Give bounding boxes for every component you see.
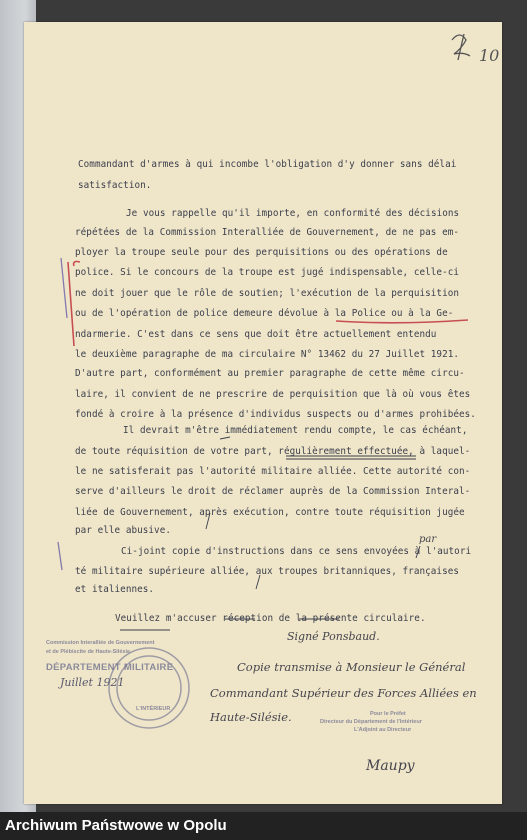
ink-underlines <box>120 437 420 630</box>
round-stamp-text: L'INTÉRIEUR <box>136 706 171 712</box>
commission-stamp-line: Commission Interalliée de Gouvernement <box>46 640 155 646</box>
text-line: liée de Gouvernement, après exécution, contre toute réquisition jugée <box>75 507 465 518</box>
text-line: laire, il convient de ne prescrire de perquisition que là où vous êtes <box>75 389 471 400</box>
text-line: satisfaction. <box>78 180 152 191</box>
footer-bar <box>0 812 527 840</box>
text-line: police. Si le concours de la troupe est jugé indispensable, celle-ci <box>75 267 460 278</box>
text-line: Ci-joint copie d'instructions dans ce sens envoyées à l'autori <box>121 546 472 557</box>
interlinear-correction: par <box>419 534 437 545</box>
page-number: 10 <box>479 46 500 65</box>
red-pencil-marks <box>68 262 468 347</box>
stamp-date: Juillet 1921 <box>60 676 125 689</box>
text-line: répétées de la Commission Interalliée de Gouvernement, de ne pas em- <box>75 227 460 238</box>
annotation-marks <box>24 22 502 804</box>
text-line: et italiennes. <box>75 584 155 595</box>
text-line: D'autre part, conformément au premier paragraphe de cette même circu- <box>75 368 465 379</box>
prefect-stamp-line: L'Adjoint au Directeur <box>354 727 412 733</box>
text-line: ne doit jouer que le rôle de soutien; l'exécution de la perquisition <box>75 288 460 299</box>
text-line: de toute réquisition de votre part, régulièrement effectuée, à laquel- <box>75 446 471 457</box>
copy-note-line: Haute-Silésie. <box>210 710 292 724</box>
copy-note-line: Copie transmise à Monsieur le Général <box>237 660 466 674</box>
text-line: serve d'ailleurs le droit de réclamer auprès de la Commission Interal- <box>75 486 471 497</box>
text-line: Veuillez m'accuser réception de la présente circulaire. <box>115 613 426 624</box>
text-line: ndarmerie. C'est dans ce sens que doit être actuellement entendu <box>75 329 437 340</box>
department-stamp: DÉPARTEMENT MILITAIRE <box>46 662 174 673</box>
signature: Maupy <box>366 758 415 774</box>
text-line: Commandant d'armes à qui incombe l'obligation d'y donner sans délai <box>78 159 457 170</box>
text-line: té militaire supérieure alliée, aux troupes britanniques, françaises <box>75 566 460 577</box>
text-line: par elle abusive. <box>75 525 172 536</box>
text-line: Il devrait m'être immédiatement rendu compte, le cas échéant, <box>123 425 468 436</box>
text-line: le deuxième paragraphe de ma circulaire N° 13462 du 27 Juillet 1921. <box>75 349 460 360</box>
document-page <box>24 22 502 804</box>
commission-stamp-line: et de Plébiscite de Haute-Silésie <box>46 649 131 655</box>
text-line: ou de l'opération de police demeure dévolue à la Police ou à la Ge- <box>75 308 454 319</box>
signed-note: Signé Ponsbaud. <box>287 630 380 643</box>
prefect-stamp-line: Directeur du Département de l'Intérieur <box>320 719 422 725</box>
archive-label: Archiwum Państwowe w Opolu <box>5 817 227 834</box>
text-line: fondé à croire à la présence d'individus suspects ou d'armes prohibées. <box>75 409 476 420</box>
text-line: ployer la troupe seule pour des perquisitions ou des opérations de <box>75 247 448 258</box>
prefect-stamp-line: Pour le Préfet <box>370 711 406 717</box>
text-line: Je vous rappelle qu'il importe, en conformité des décisions <box>126 208 460 219</box>
page-number-scribble <box>452 34 470 60</box>
copy-note-line: Commandant Supérieur des Forces Alliées en <box>210 686 477 700</box>
round-stamp <box>109 648 189 728</box>
text-line: le ne satisferait pas l'autorité militaire alliée. Cette autorité con- <box>75 466 471 477</box>
blue-pencil-marks <box>58 258 67 570</box>
